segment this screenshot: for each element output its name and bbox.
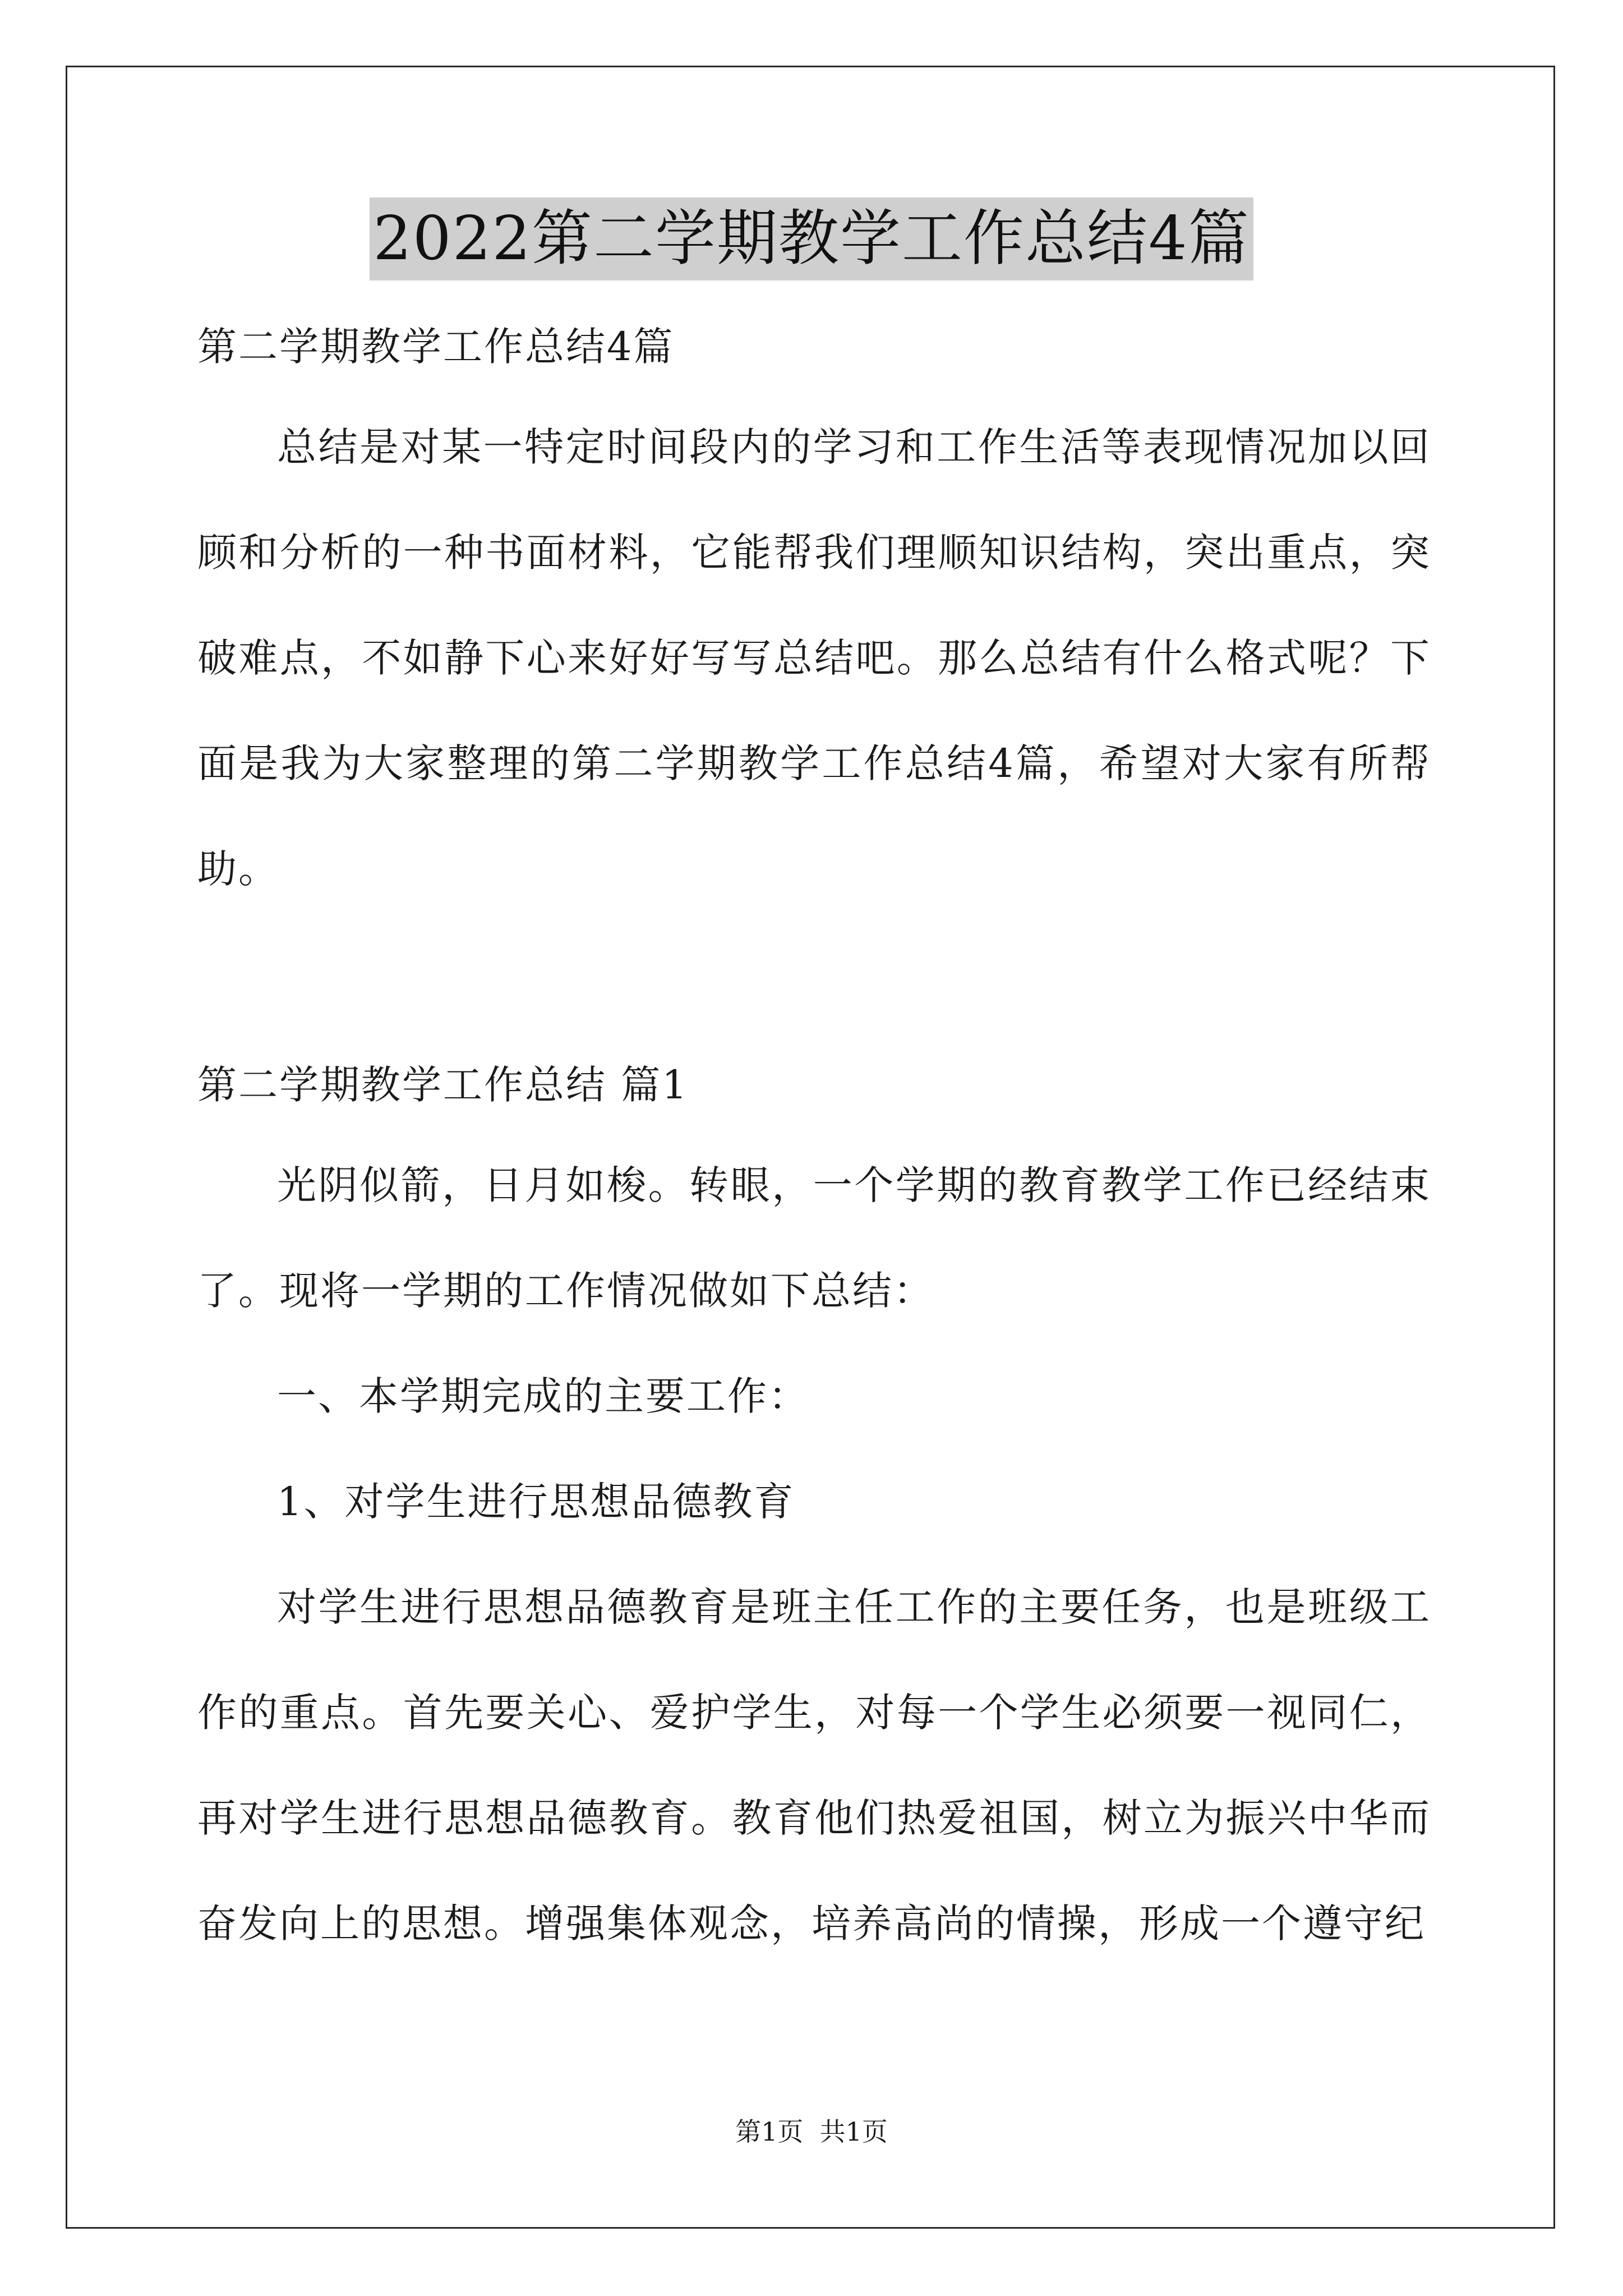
document-body <box>197 311 1431 1976</box>
body-paragraph: 一、本学期完成的主要工作： <box>277 1373 809 1419</box>
intro-paragraph: 总结是对某一特定时间段内的学习和工作生活等表现情况加以回顾和分析的一种书面材料，它能帮我们理顺知识结构，突出重点，突破难点，不如静下心来好好写写总结吧。那么总结有什么格式呢？下面是我为大家整理的第二学期教学工作总结4篇，希望对大家有所帮助。 <box>197 424 1431 892</box>
title-container <box>0 197 1623 280</box>
body-paragraph: 1、对学生进行思想品德教育 <box>277 1479 795 1525</box>
document-subtitle: 第二学期教学工作总结4篇 <box>197 324 675 370</box>
body-paragraph: 光阴似箭，日月如梭。转眼，一个学期的教育教学工作已经结束了。现将一学期的工作情况做如下总结： <box>197 1162 1431 1314</box>
document-title: 2022第二学期教学工作总结4篇 <box>370 197 1253 280</box>
page-footer: 第1页 共1页 <box>735 2116 888 2147</box>
body-paragraph: 对学生进行思想品德教育是班主任工作的主要任务，也是班级工作的重点。首先要关心、爱护学生，对每一个学生必须要一视同仁，再对学生进行思想品德教育。教育他们热爱祖国，树立为振兴中华而奋发向上的思想。增强集体观念，培养高尚的情操，形成一个遵守纪 <box>197 1584 1431 1947</box>
section-heading: 第二学期教学工作总结 篇1 <box>197 1062 689 1108</box>
